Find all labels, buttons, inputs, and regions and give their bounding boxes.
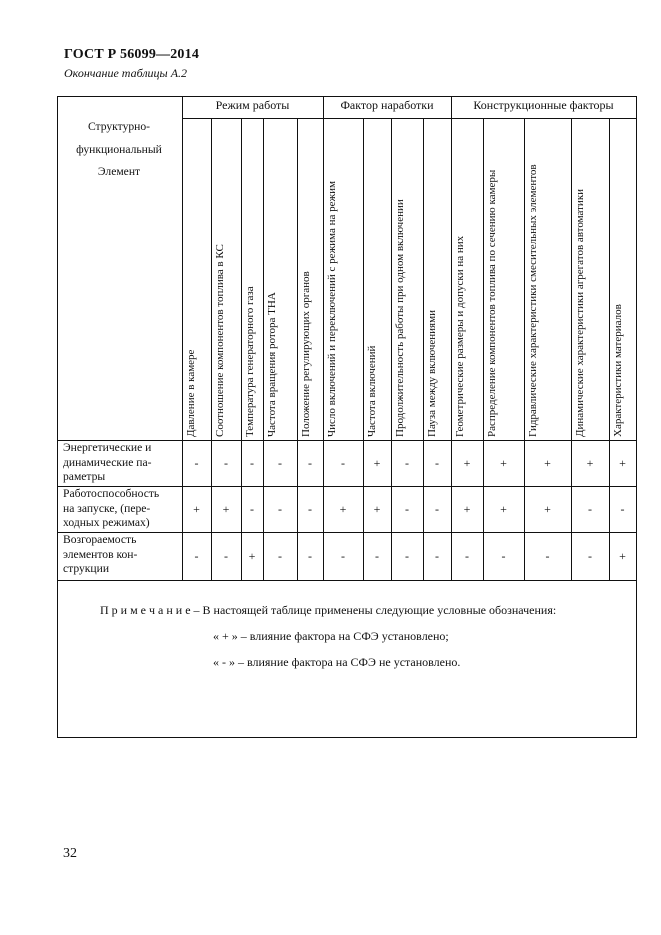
table-cell: - — [545, 548, 550, 563]
row-label-line: струкции — [63, 562, 110, 575]
table-cell: + — [544, 455, 551, 470]
table-cell: - — [435, 548, 439, 563]
table-cell: - — [405, 455, 409, 470]
row-label — [63, 441, 179, 485]
row-label-line: элементов кон- — [63, 547, 138, 561]
row-label-line: Возгораемость — [63, 533, 137, 546]
table-cell: - — [435, 501, 439, 516]
column-header-text: Динамические характеристики агрегатов автоматики — [574, 188, 586, 437]
table-cell: - — [250, 501, 254, 516]
table-cell: - — [250, 455, 254, 470]
group-separator — [182, 118, 636, 119]
column-header-text: Соотношение компонентов топлива в КС — [214, 244, 226, 437]
table-bottom-border — [57, 737, 637, 738]
table-cell: - — [341, 548, 345, 563]
column-header-text: Пауза между включениями — [426, 310, 438, 437]
table-cell: + — [193, 501, 200, 516]
note-item-minus: « - » – влияние фактора на СФЭ не установлено. — [213, 655, 461, 669]
column-header-text: Гидравлические характеристики смесительных элементов — [527, 164, 539, 437]
table-cell: - — [375, 548, 379, 563]
column-header-text: Распределение компонентов топлива по сечению камеры — [486, 169, 498, 437]
column-header-text: Геометрические размеры и допуски на них — [454, 235, 466, 437]
row-label-line: раметры — [63, 470, 106, 483]
row-label-line: Работоспособность — [63, 487, 160, 500]
table-cell: - — [194, 455, 199, 470]
table-cell: - — [308, 455, 312, 470]
table-cell: + — [463, 455, 471, 470]
row-label-line: ходных режимах) — [63, 516, 150, 529]
page-number: 32 — [63, 846, 77, 861]
table-cell: - — [278, 501, 282, 516]
table-cell: + — [586, 455, 594, 470]
note-item-plus: « + » – влияние фактора на СФЭ установлено; — [213, 629, 449, 643]
row-separator — [57, 580, 636, 581]
column-header-text: Давление в камере — [185, 349, 197, 437]
column-header-text: Положение регулирующих органов — [300, 271, 312, 437]
table-cell: - — [435, 455, 439, 470]
table-cell: + — [373, 455, 381, 470]
table-cell: - — [501, 548, 506, 563]
table-cell: + — [463, 501, 471, 516]
group-header: Фактор наработки — [340, 98, 434, 112]
table-cell: + — [544, 501, 551, 516]
table-left-border — [57, 96, 58, 737]
column-header-text: Характеристики материалов — [612, 304, 624, 437]
row-label-line: динамические па- — [63, 455, 152, 469]
table-cell: + — [619, 455, 626, 470]
column-header-text: Число включений и переключений с режима на режим — [326, 181, 338, 437]
note-title — [100, 603, 556, 618]
table-cell: - — [620, 501, 625, 516]
group-header: Режим работы — [215, 98, 290, 112]
table-cell: - — [405, 501, 409, 516]
table-cell: + — [619, 548, 626, 563]
table-cell: + — [248, 548, 256, 563]
table-cell: - — [308, 548, 312, 563]
table-cell: - — [308, 501, 312, 516]
element-column-header: Структурно- функциональный Элемент — [76, 120, 162, 178]
row-label-line: на запуске, (пере- — [63, 501, 151, 515]
table-cell: + — [500, 455, 507, 470]
table-cell: - — [405, 548, 409, 563]
column-header-text: Частота включений — [366, 345, 378, 437]
column-header-text: Частота вращения ротора ТНА — [266, 292, 278, 437]
table-right-border — [636, 96, 637, 737]
table-cell: - — [194, 548, 199, 563]
column-header-text: Температура генераторного газа — [244, 286, 256, 437]
table-cell: - — [224, 548, 228, 563]
note-prefix: П р и м е ч а н и е — [100, 603, 191, 617]
table-continuation-caption: Окончание таблицы А.2 — [64, 66, 188, 80]
row-label — [63, 533, 179, 577]
table-cell: - — [224, 455, 228, 470]
table-cell: + — [373, 501, 381, 516]
table-cell: - — [278, 455, 282, 470]
column-header-text: Продолжительность работы при одном включении — [394, 199, 406, 437]
table-cell: - — [278, 548, 282, 563]
table-cell: + — [500, 501, 507, 516]
standard-number: ГОСТ Р 56099—2014 — [64, 47, 200, 62]
row-label — [63, 487, 179, 531]
table-cell: + — [222, 501, 230, 516]
table-cell: - — [588, 501, 592, 516]
table-cell: - — [341, 455, 345, 470]
row-label-line: Энергетические и — [63, 441, 152, 454]
table-cell: + — [339, 501, 347, 516]
table-cell: - — [588, 548, 592, 563]
note-text: – В настоящей таблице применены следующие условные обозначения: — [190, 603, 557, 617]
table-cell: - — [465, 548, 469, 563]
group-header: Конструкционные факторы — [473, 98, 614, 112]
